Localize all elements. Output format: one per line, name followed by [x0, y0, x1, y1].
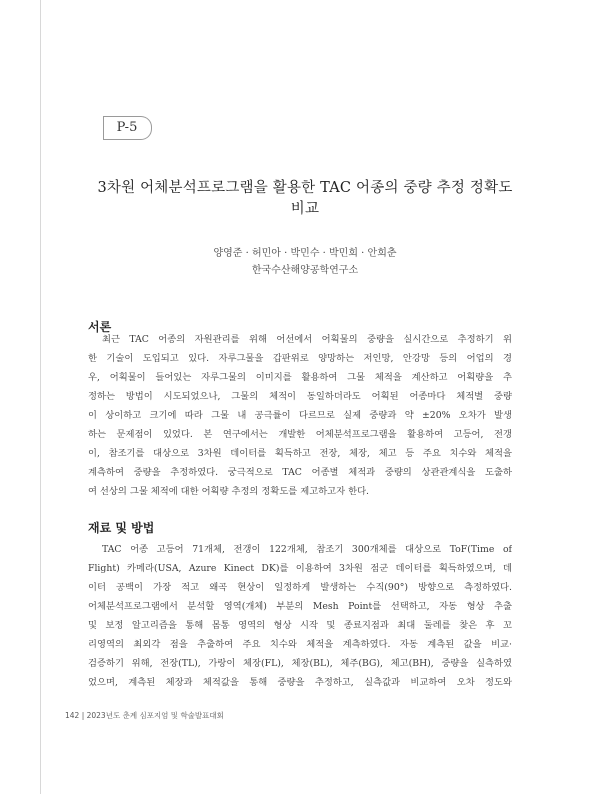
- intro-line: 계측하여 중량을 추정하였다. 궁극적으로 TAC 어종별 체적과 중량의 상관관계식을 도출하: [88, 467, 512, 478]
- intro-line: 이, 참조기를 대상으로 3차원 데이터를 획득하고 전장, 체장, 체고 등 주요 치수와 체적을: [88, 448, 512, 459]
- methods-line: 검증하기 위해, 전장(TL), 가랑이 체장(FL), 체장(BL), 체주(BG), 체고(BH), 중량을 실측하였: [88, 658, 512, 669]
- page-edge-line: [40, 0, 41, 794]
- methods-line: TAC 어종 고등어 71개체, 전갱이 122개체, 참조기 300개체를 대상으로 ToF(Time of: [102, 544, 512, 555]
- section-heading-methods: 재료 및 방법: [88, 521, 155, 535]
- methods-line: 및 보정 알고리즘을 통해 몸통 영역의 형상 시작 및 종료지점과 최대 둘레를 찾은 후 꼬: [88, 620, 512, 631]
- intro-line: 최근 TAC 어종의 자원관리를 위해 어선에서 어획물의 중량을 실시간으로 추정하기 위: [102, 334, 512, 345]
- paper-title-line-1: 3차원 어체분석프로그램을 활용한 TAC 어종의 중량 추정 정확도: [97, 180, 513, 196]
- methods-line: Flight) 카메라(USA, Azure Kinect DK)를 이용하여 3차원 점군 데이터를 획득하였으며, 데: [88, 563, 512, 574]
- author-list: 양영준 · 허민아 · 박민수 · 박민희 · 안희춘: [213, 248, 397, 259]
- section-heading-introduction: 서론: [88, 320, 112, 334]
- intro-line: 한 기술이 도입되고 있다. 자루그물을 갑판위로 양망하는 저인망, 안강망 등의 어업의 경: [88, 353, 512, 364]
- page-footer: 142 | 2023년도 춘계 심포지엄 및 학술발표대회: [65, 711, 224, 720]
- intro-line: 하는 문제점이 있었다. 본 연구에서는 개발한 어체분석프로그램을 활용하여 고등어, 전갱: [88, 429, 512, 440]
- paper-title-line-2: 비교: [290, 201, 320, 217]
- methods-line: 어체분석프로그램에서 분석할 영역(개체) 부분의 Mesh Point를 선택하고, 자동 형상 추출: [88, 601, 512, 612]
- methods-line: 리영역의 최외각 점을 추출하여 주요 치수와 체적을 계측하였다. 자동 계측된 값을 비교·: [88, 639, 512, 650]
- intro-line: 이 상이하고 크기에 따라 그물 내 공극률이 다르므로 실제 중량과 약 ±20% 오차가 발생: [88, 410, 512, 421]
- methods-line: 이터 공백이 가장 적고 왜곡 현상이 일정하게 발생하는 수직(90°) 방향으로 측정하였다.: [88, 582, 512, 593]
- paper-id-badge: P-5: [103, 116, 152, 140]
- intro-line: 여 선상의 그물 체적에 대한 어획량 추정의 정확도를 제고하고자 한다.: [88, 486, 370, 497]
- intro-line: 정하는 방법이 시도되었으나, 그물의 체적이 동일하더라도 어획된 어종마다 체적별 중량: [88, 391, 512, 402]
- methods-line: 었으며, 계측된 체장과 체적값을 통해 중량을 추정하고, 실측값과 비교하여 오차 정도와: [88, 677, 512, 688]
- affiliation: 한국수산해양공학연구소: [251, 265, 359, 276]
- intro-line: 우, 어획물이 들어있는 자루그물의 이미지를 활용하여 그물 체적을 계산하고 어획량을 추: [88, 372, 512, 383]
